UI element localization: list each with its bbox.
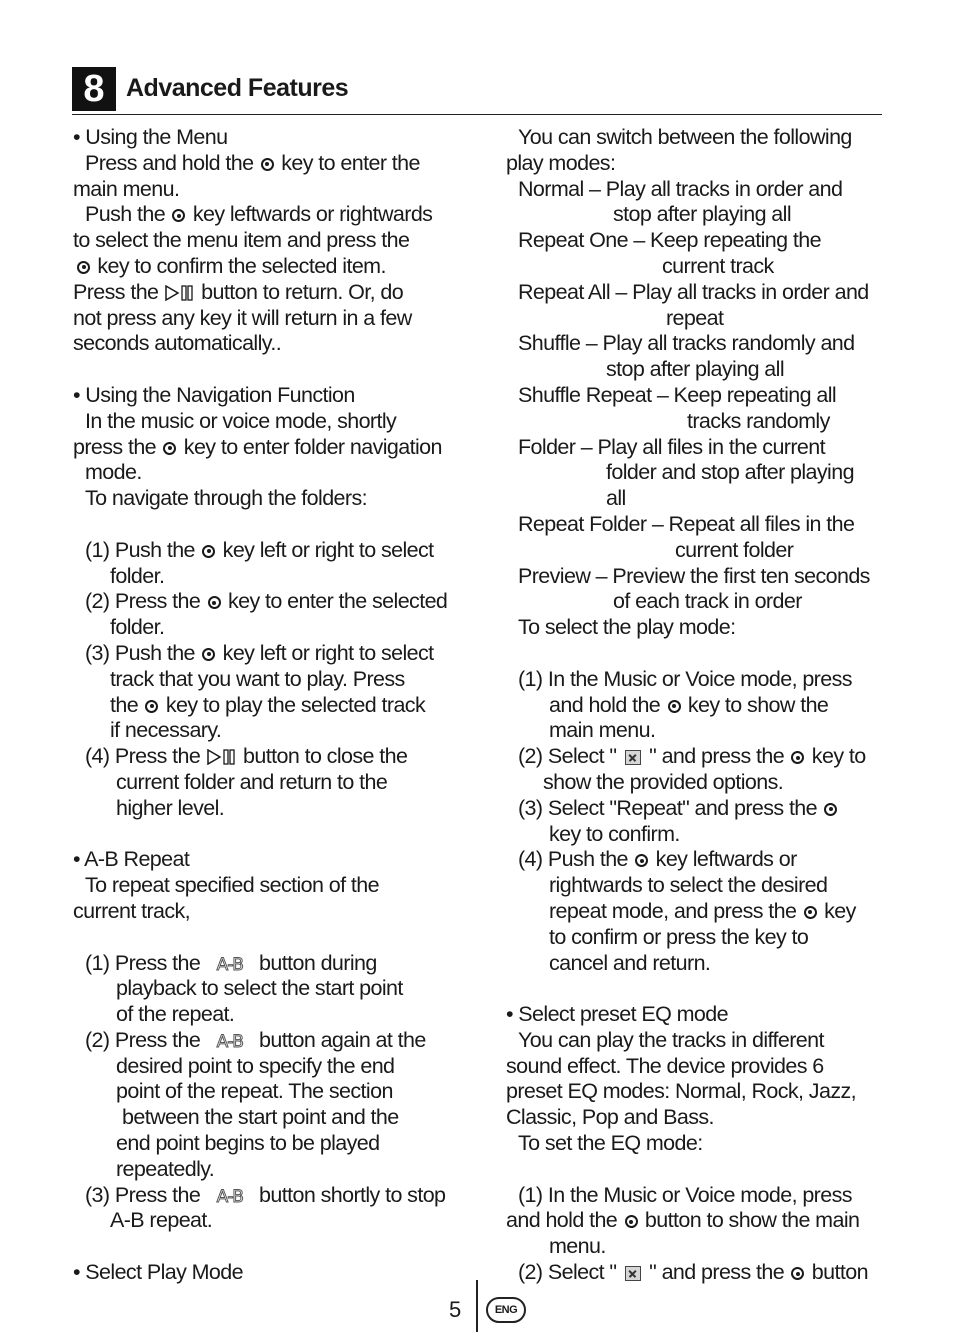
text-line: (4) Push the key leftwards or: [518, 847, 797, 872]
footer-divider: [476, 1280, 478, 1332]
text-line: (3) Select "Repeat" and press the: [506, 796, 891, 822]
select-key-icon: [625, 1215, 638, 1228]
text-line: and hold the button to show the main: [506, 1208, 860, 1233]
settings-mode-icon: [625, 750, 641, 765]
text-line: (2) Select " " and press the button: [518, 1260, 868, 1285]
paragraph-spacer: [506, 641, 891, 667]
text-line: stop after playing all: [606, 357, 785, 382]
page-number: 5: [449, 1297, 462, 1322]
text-line: current track: [662, 253, 774, 278]
text-line: repeat mode, and press the key: [549, 898, 856, 923]
text-line: • Using the Navigation Function: [73, 382, 355, 407]
text-line: folder.: [110, 563, 165, 588]
text-line: Repeat One – Keep repeating the: [518, 228, 821, 253]
svg-text:A-B: A-B: [216, 1031, 243, 1050]
select-key-icon: [668, 700, 681, 713]
text-line: to select the menu item and press the: [73, 228, 410, 253]
text-line: repeatedly.: [116, 1156, 215, 1181]
select-key-icon: [824, 803, 837, 816]
right-column: [506, 125, 891, 1286]
text-line: Push the key leftwards or rightwards: [85, 202, 433, 227]
ab-repeat-icon: [208, 1187, 252, 1205]
text-line: You can play the tracks in different: [518, 1027, 824, 1052]
paragraph-spacer: [506, 1157, 891, 1183]
select-key-icon: [163, 442, 176, 455]
paragraph-spacer: [73, 925, 473, 951]
paragraph-spacer: [73, 512, 473, 538]
text-line: menu.: [549, 1234, 606, 1259]
select-key-icon: [635, 854, 648, 867]
svg-text:A-B: A-B: [216, 954, 243, 973]
select-key-icon: [261, 158, 274, 171]
text-line: (2) Press the key to enter the selected: [85, 589, 448, 614]
text-line: tracks randomly: [687, 408, 830, 433]
text-line: Press and hold the key to enter the: [85, 150, 420, 175]
text-line: Shuffle Repeat – Keep repeating all: [518, 382, 837, 407]
text-line: key to confirm the selected item.: [73, 254, 473, 280]
text-line: Repeat Folder – Repeat all files in the: [518, 511, 855, 536]
text-line: desired point to specify the end: [116, 1053, 395, 1078]
text-line: Folder – Play all files in the current: [518, 434, 826, 459]
text-line: (2) Select " " and press the key to: [518, 744, 866, 769]
text-line: (1) In the Music or Voice mode, press: [518, 1182, 852, 1207]
ab-repeat-icon: [208, 955, 252, 973]
text-line: • Select preset EQ mode: [506, 1002, 728, 1027]
text-line: • Select Play Mode: [73, 1260, 244, 1285]
text-line: sound effect. The device provides 6: [506, 1053, 824, 1078]
text-line: Press the button to return. Or, do: [73, 279, 404, 304]
text-line: end point begins to be played: [116, 1131, 380, 1156]
text-line: (4) Press the button to close the: [85, 744, 408, 769]
text-line: You can switch between the following: [518, 125, 852, 149]
paragraph-spacer: [73, 822, 473, 848]
text-line: key to confirm.: [549, 821, 680, 846]
text-line: higher level.: [116, 795, 225, 820]
text-line: (1) In the Music or Voice mode, press: [518, 666, 852, 691]
text-line: seconds automatically..: [73, 331, 282, 356]
select-key-icon: [804, 906, 817, 919]
text-line: stop after playing all: [613, 202, 792, 227]
select-key-icon: [202, 648, 215, 661]
section-header: [72, 66, 882, 115]
select-key-icon: [208, 596, 221, 609]
ab-repeat-icon: [208, 1032, 252, 1050]
text-line: (1) Press the A-B button during: [85, 950, 377, 975]
text-line: press the key to enter folder navigation: [73, 434, 442, 459]
chapter-title: Advanced Features: [126, 74, 349, 102]
text-line: point of the repeat. The section: [116, 1079, 393, 1104]
text-line: To repeat specified section of the: [85, 873, 379, 898]
text-line: cancel and return.: [549, 950, 711, 975]
text-line: not press any key it will return in a few: [73, 305, 412, 330]
play-pause-icon: [207, 749, 237, 765]
left-column: [73, 125, 473, 1286]
text-line: folder.: [110, 615, 165, 640]
select-key-icon: [791, 1267, 804, 1280]
select-key-icon: [202, 545, 215, 558]
chapter-number-badge: 8: [72, 67, 116, 111]
text-line: playback to select the start point: [116, 976, 403, 1001]
select-key-icon: [791, 751, 804, 764]
text-line: main menu.: [73, 176, 180, 201]
text-line: the key to play the selected track: [110, 692, 426, 717]
select-key-icon: [145, 700, 158, 713]
text-line: track that you want to play. Press: [110, 666, 405, 691]
select-key-icon: [77, 261, 90, 274]
text-line: • Using the Menu: [73, 125, 228, 149]
text-line: In the music or voice mode, shortly: [85, 408, 397, 433]
select-key-icon: [172, 209, 185, 222]
text-line: main menu.: [549, 718, 656, 743]
text-line: repeat: [666, 305, 724, 330]
text-line: and hold the key to show the: [549, 692, 829, 717]
paragraph-spacer: [73, 357, 473, 383]
text-line: all: [606, 486, 626, 511]
text-line: current folder: [675, 537, 794, 562]
text-line: if necessary.: [110, 718, 222, 743]
text-line: preset EQ modes: Normal, Rock, Jazz,: [506, 1079, 856, 1104]
page-footer: [0, 1280, 954, 1340]
text-line: Normal – Play all tracks in order and: [518, 176, 843, 201]
text-line: of the repeat.: [116, 1002, 235, 1027]
text-line: To set the EQ mode:: [518, 1131, 703, 1156]
paragraph-spacer: [73, 1234, 473, 1260]
text-line: To select the play mode:: [518, 615, 736, 640]
text-line: Classic, Pop and Bass.: [506, 1105, 714, 1130]
text-line: current track,: [73, 898, 191, 923]
text-line: rightwards to select the desired: [549, 873, 828, 898]
text-line: of each track in order: [613, 589, 802, 614]
text-line: show the provided options.: [543, 769, 784, 794]
play-pause-icon: [165, 285, 195, 301]
text-line: (1) Push the key left or right to select: [85, 537, 434, 562]
text-line: mode.: [85, 460, 142, 485]
svg-text:A-B: A-B: [216, 1186, 243, 1205]
text-line: folder and stop after playing: [606, 460, 854, 485]
text-line: between the start point and the: [122, 1105, 399, 1130]
text-line: Shuffle – Play all tracks randomly and: [518, 331, 855, 356]
text-line: A-B repeat.: [110, 1208, 213, 1233]
text-line: • A-B Repeat: [73, 847, 190, 872]
text-line: (3) Press the A-B button shortly to stop: [85, 1182, 446, 1207]
text-line: (2) Press the A-B button again at the: [85, 1027, 426, 1052]
text-line: play modes:: [506, 150, 616, 175]
language-badge: ENG: [486, 1297, 526, 1323]
text-line: to confirm or press the key to: [549, 924, 809, 949]
text-line: (3) Push the key left or right to select: [85, 640, 434, 665]
paragraph-spacer: [506, 976, 891, 1002]
text-line: current folder and return to the: [116, 769, 388, 794]
text-line: Preview – Preview the first ten seconds: [518, 563, 870, 588]
settings-mode-icon: [625, 1266, 641, 1281]
text-line: To navigate through the folders:: [85, 486, 367, 511]
text-line: Repeat All – Play all tracks in order and: [518, 279, 869, 304]
